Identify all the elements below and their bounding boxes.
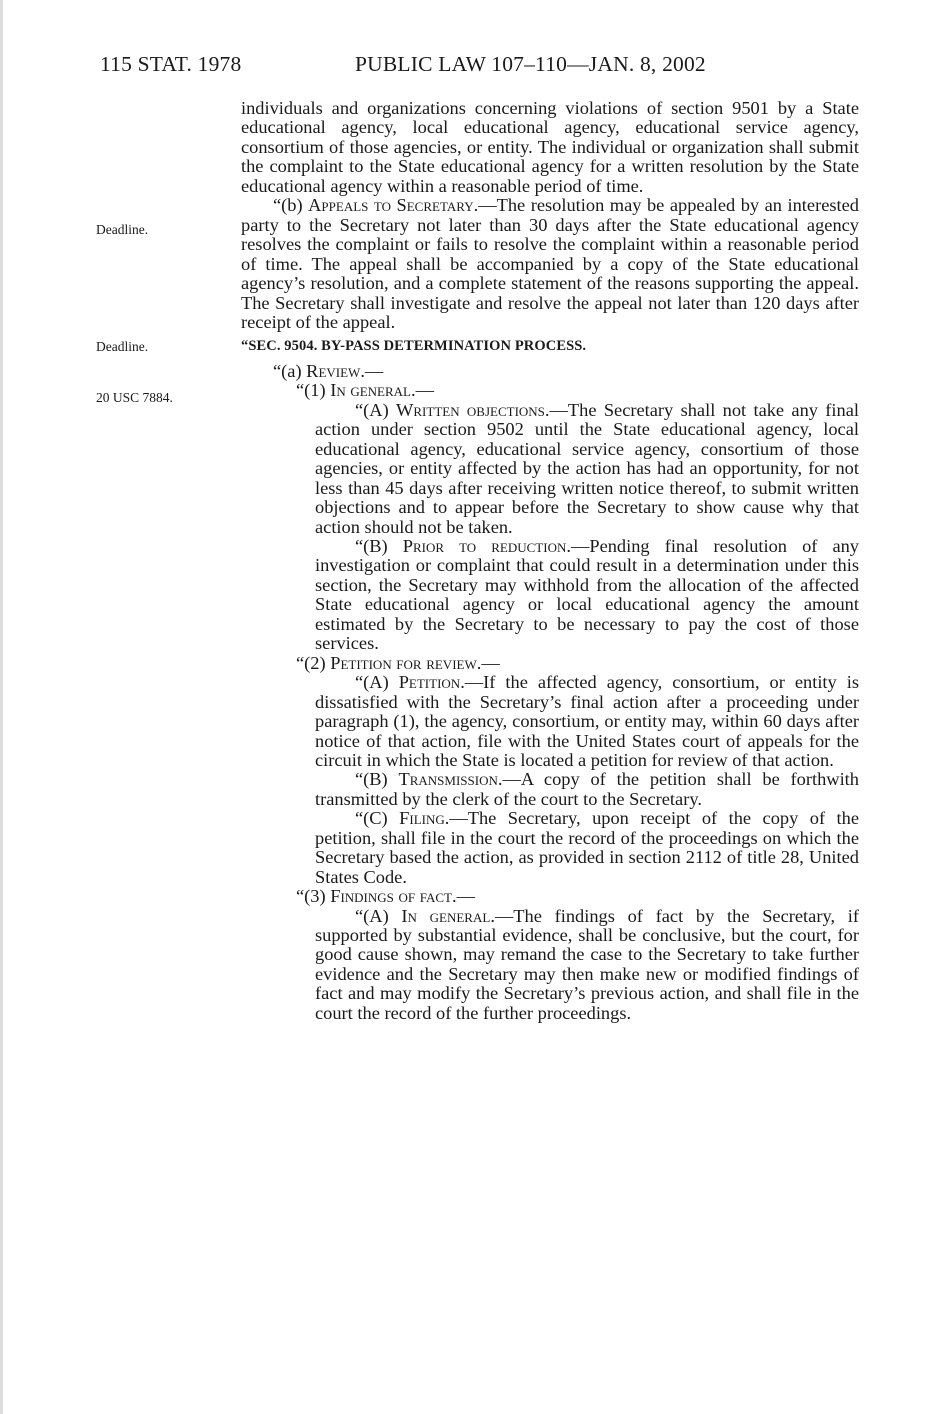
paragraph-heading: In general [330,380,411,401]
paragraph-dash: .— [476,652,500,673]
subsection-open: “(b) [273,195,309,216]
subparagraph-open: “(A) [355,672,399,693]
paragraph-open: “(2) [296,652,331,673]
subparagraph-1B [315,537,859,654]
subparagraph-heading: Petition [398,672,461,693]
subsection-a [241,362,859,381]
paragraph-open: “(3) [296,886,331,907]
margin-note-usc: 20 USC 7884. [96,390,173,405]
subparagraph-2C [315,809,859,887]
subparagraph-heading: Transmission [398,769,498,790]
subparagraph-open: “(B) [355,769,399,790]
subparagraph-open: “(A) [355,399,397,420]
subparagraph-open: “(C) [355,808,400,829]
running-header: PUBLIC LAW 107–110—JAN. 8, 2002 [355,52,706,76]
subsection-dash: .— [360,360,384,381]
margin-note-deadline: Deadline. [96,339,149,354]
paragraph-3 [241,887,859,906]
subparagraph-text: .—If the affected agency, consortium, or entity is dissatisfied with the Secretary’s final action after a proceeding under paragraph (1), the agency, consortium, or entity may, within 60 days after notice of that action, file with the United States court of appeals for the circuit in which the State is located a petition for review of that action. [315,672,859,770]
paragraph-heading: Findings of fact [330,886,452,907]
subparagraph-group-1 [315,401,859,654]
subparagraph-heading: Written objections [396,399,545,420]
subparagraph-text: .—The Secretary shall not take any final action under section 9502 until the State educational agency, local educational agency, educational service agency, consortium of those agencies, or entity affected by the action has had an opportunity, for not less than 45 days after receiving written notice thereof, to submit written objections and to appear before the Secretary to show cause why that action should not be taken. [315,399,859,537]
subparagraph-group-2 [315,673,859,887]
subsection-open: “(a) [273,360,307,381]
subsection-heading: Review [306,360,361,381]
subparagraph-1A [315,401,859,537]
body-text [241,99,859,1023]
subparagraph-heading: In general [401,905,491,926]
subparagraph-open: “(A) [355,905,402,926]
subparagraph-heading: Filing [399,808,445,829]
paragraph-2 [241,654,859,673]
subparagraph-2A [315,673,859,770]
subparagraph-text: .—The findings of fact by the Secretary, if supported by substantial evidence, shall be conclusive, but the court, for good cause shown, may remand the case to the Secretary to take further evidence and the Secretary may then make new or modified findings of fact and may modify the Secretary’s previous action, and shall file in the court the record of the further proceedings. [315,905,859,1023]
paragraph-1 [241,381,859,400]
subparagraph-2B [315,770,859,809]
subparagraph-open: “(B) [355,535,403,556]
paragraph-dash: .— [411,380,434,401]
scan-edge [0,0,3,1414]
subparagraph-heading: Prior to reduction [402,535,567,556]
margin-note-deadline: Deadline. [96,222,149,237]
subparagraph-text: .—The Secretary, upon receipt of the copy of the petition, shall file in the court the record of the proceedings on which the Secretary based the action, as provided in section 2112 of title 28, United States Code. [315,808,859,887]
paragraph-heading: Petition for review [330,652,477,673]
subparagraph-3A [315,907,859,1024]
subsection-b [241,196,859,332]
subparagraph-group-3 [315,907,859,1024]
paragraph-open: “(1) [296,380,331,401]
subparagraph-text: .—A copy of the petition shall be forthwith transmitted by the clerk of the court to the Secretary. [315,769,859,809]
paragraph-continuation: individuals and organizations concerning violations of section 9501 by a State educational agency, local educational agency, educational service agency, consortium of those agencies, or entity. The individual or organization shall submit the complaint to the State educational agency for a written resolution by the State educational agency within a reasonable period of time. [241,98,859,196]
subsection-text: .—The resolution may be appealed by an interested party to the Secretary not later than 30 days after the State educational agency resolves the complaint or fails to resolve the complaint within a reasonable period of time. The appeal shall be accompanied by a copy of the State educational agency’s resolution, and a complete statement of the reasons supporting the appeal. The Secretary shall investigate and resolve the appeal not later than 120 days after receipt of the appeal. [241,195,859,332]
subsection-heading: Appeals to Secretary [308,195,474,216]
subparagraph-text: .—Pending final resolution of any investigation or complaint that could result in a determination under this section, the Secretary may withhold from the allocation of the affected State educational agency or local educational agency the amount estimated by the Secretary to be necessary to pay the cost of those services. [315,535,859,654]
section-heading: “SEC. 9504. BY-PASS DETERMINATION PROCESS. [241,338,587,355]
page-reference: 115 STAT. 1978 [100,52,242,76]
paragraph-dash: .— [451,886,475,907]
